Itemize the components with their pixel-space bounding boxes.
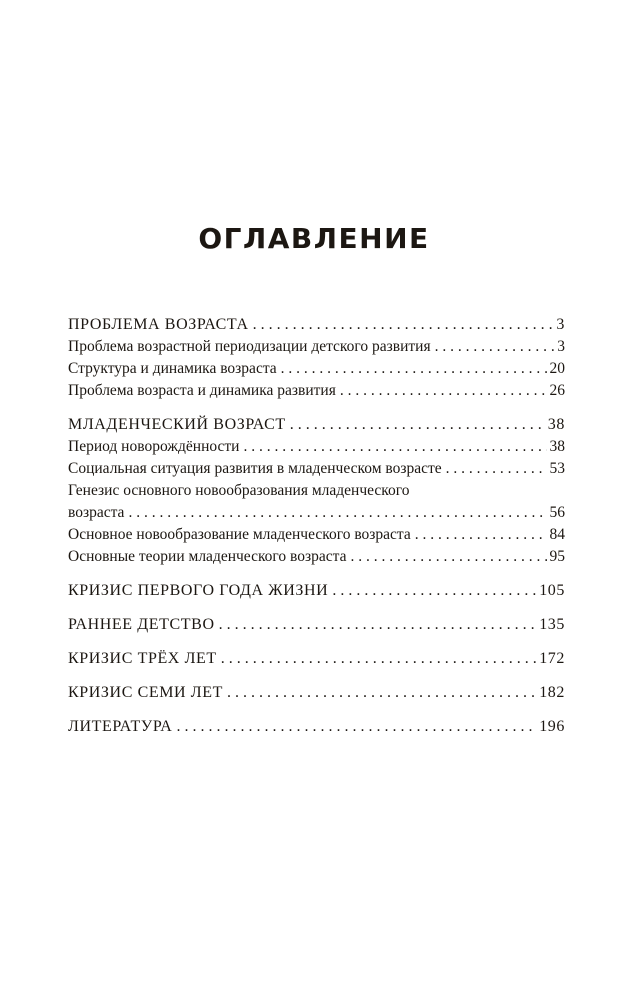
toc-entry-label: ПРОБЛЕМА ВОЗРАСТА	[68, 316, 249, 333]
dot-leader	[176, 716, 536, 738]
toc-entry-page: 53	[549, 460, 565, 477]
toc-entry-page: 38	[549, 438, 565, 455]
dot-leader	[446, 458, 547, 480]
toc-entry-genesis-line1[interactable]: Генезис основного новообразования младенческого	[68, 482, 410, 499]
toc-entry-problem-of-age[interactable]	[68, 314, 565, 336]
toc-entry-structure-dynamics[interactable]	[68, 358, 565, 380]
toc-entry-label: Основные теории младенческого возраста	[68, 548, 347, 565]
toc-entry-age-problem-dynamics[interactable]	[68, 380, 565, 402]
toc-entry-page: 3	[557, 338, 565, 355]
toc-entry-label: Структура и динамика возраста	[68, 360, 277, 377]
toc-entry-social-situation[interactable]	[68, 458, 565, 480]
toc-entry-main-neoformation[interactable]	[68, 524, 565, 546]
toc-entry-label: КРИЗИС ПЕРВОГО ГОДА ЖИЗНИ	[68, 582, 329, 599]
toc-entry-page: 26	[549, 382, 565, 399]
toc-entry-literature[interactable]	[68, 716, 565, 738]
toc-entry-page: 172	[539, 650, 565, 667]
toc-entry-label: Основное новообразование младенческого возраста	[68, 526, 411, 543]
dot-leader	[332, 580, 536, 602]
toc-entry-page: 105	[539, 582, 565, 599]
dot-leader	[435, 336, 555, 358]
toc-entry-label: КРИЗИС СЕМИ ЛЕТ	[68, 684, 223, 701]
toc-entry-newborn-period[interactable]	[68, 436, 565, 458]
toc-entry-periodization[interactable]	[68, 336, 565, 358]
dot-leader	[281, 358, 547, 380]
toc-entry-page: 3	[556, 316, 565, 333]
toc-entry-label: КРИЗИС ТРЁХ ЛЕТ	[68, 650, 217, 667]
table-of-contents	[68, 314, 565, 738]
toc-entry-early-childhood[interactable]	[68, 614, 565, 636]
dot-leader	[221, 648, 536, 670]
toc-entry-page: 20	[549, 360, 565, 377]
toc-entry-label: Проблема возрастной периодизации детского развития	[68, 338, 431, 355]
toc-entry-page: 56	[549, 504, 565, 521]
toc-entry-page: 38	[547, 416, 565, 433]
dot-leader	[415, 524, 547, 546]
toc-entry-label: Проблема возраста и динамика развития	[68, 382, 336, 399]
toc-entry-page: 95	[549, 548, 565, 565]
dot-leader	[219, 614, 537, 636]
toc-entry-label: Период новорождённости	[68, 438, 240, 455]
toc-entry-label: МЛАДЕНЧЕСКИЙ ВОЗРАСТ	[68, 416, 286, 433]
dot-leader	[340, 380, 547, 402]
page-title: ОГЛАВЛЕНИЕ	[198, 222, 430, 255]
toc-entry-label: возраста	[68, 504, 125, 521]
dot-leader	[290, 414, 545, 436]
toc-entry-page: 135	[539, 616, 565, 633]
toc-entry-page: 196	[539, 718, 565, 735]
toc-entry-seven-year-crisis[interactable]	[68, 682, 565, 704]
toc-entry-label: Социальная ситуация развития в младенческом возрасте	[68, 460, 442, 477]
dot-leader	[350, 546, 546, 568]
toc-entry-label: ЛИТЕРАТУРА	[68, 718, 173, 735]
toc-entry-page: 84	[549, 526, 565, 543]
toc-entry-three-year-crisis[interactable]	[68, 648, 565, 670]
dot-leader	[243, 436, 546, 458]
toc-entry-infancy-theories[interactable]	[68, 546, 565, 568]
toc-entry-first-year-crisis[interactable]	[68, 580, 565, 602]
toc-entry-genesis[interactable]	[68, 502, 565, 524]
dot-leader	[227, 682, 536, 704]
dot-leader	[253, 314, 554, 336]
dot-leader	[128, 502, 546, 524]
toc-entry-infancy[interactable]	[68, 414, 565, 436]
toc-entry-page: 182	[539, 684, 565, 701]
toc-entry-label: РАННЕЕ ДЕТСТВО	[68, 616, 215, 633]
